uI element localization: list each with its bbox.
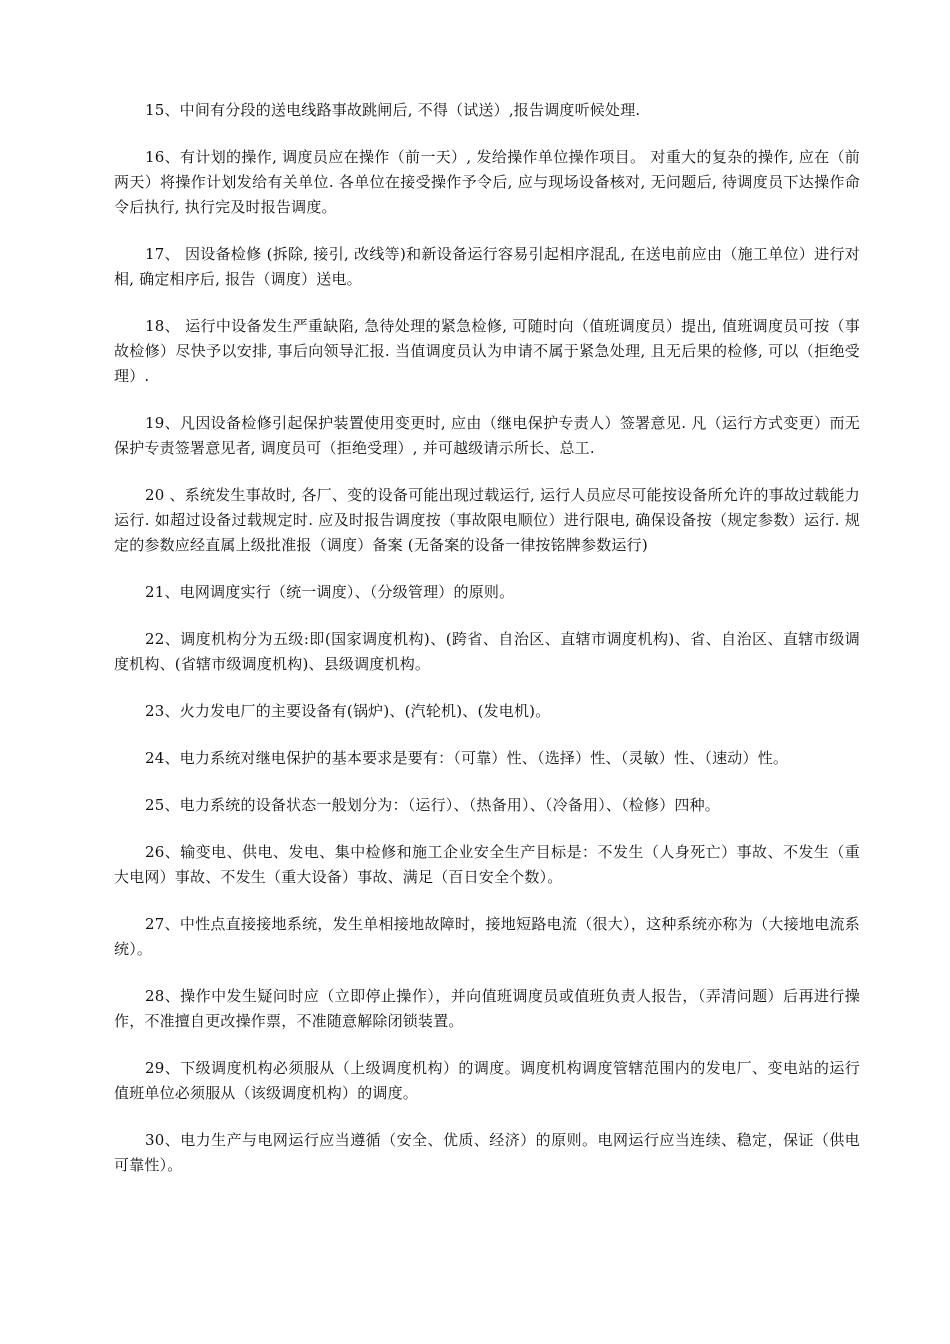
paragraph-item-27: 27、中性点直接接地系统，发生单相接地故障时，接地短路电流（很大），这种系统亦称为（大接地电流系统）。 xyxy=(114,915,860,958)
paragraph-item-28: 28、操作中发生疑问时应（立即停止操作），并向值班调度员或值班负责人报告，（弄清问题）后再进行操作，不准擅自更改操作票，不准随意解除闭锁装置。 xyxy=(114,987,860,1030)
paragraph-item-18: 18、 运行中设备发生严重缺陷, 急待处理的紧急检修, 可随时向（值班调度员）提出, 值班调度员可按（事故检修）尽快予以安排, 事后向领导汇报. 当值调度员认为申请不属于紧急处理, 且无后果的检修, 可以（拒绝受理）. xyxy=(114,317,860,385)
paragraph-item-30: 30、电力生产与电网运行应当遵循（安全、优质、经济）的原则。电网运行应当连续、稳定，保证（供电可靠性）。 xyxy=(114,1131,860,1174)
paragraph-item-20: 20 、系统发生事故时, 各厂、变的设备可能出现过载运行, 运行人员应尽可能按设备所允许的事故过载能力运行. 如超过设备过载规定时. 应及时报告调度按（事故限电顺位）进行限电, 确保设备按（规定参数）运行. 规定的参数应经直属上级批准报（调度）备案 (无备案的设备一律按铭牌参数运行) xyxy=(114,486,860,554)
paragraph-item-24: 24、电力系统对继电保护的基本要求是要有：（可靠）性、（选择）性、（灵敏）性、（速动）性。 xyxy=(145,749,789,767)
paragraph-item-21: 21、电网调度实行（统一调度）、（分级管理）的原则。 xyxy=(145,583,515,601)
paragraph-item-17: 17、 因设备检修 (拆除, 接引, 改线等)和新设备运行容易引起相序混乱, 在送电前应由（施工单位）进行对相, 确定相序后, 报告（调度）送电。 xyxy=(114,245,860,288)
paragraph-item-23: 23、火力发电厂的主要设备有(锅炉)、(汽轮机)、(发电机)。 xyxy=(145,702,551,720)
paragraph-item-26: 26、输变电、供电、发电、集中检修和施工企业安全生产目标是：不发生（人身死亡）事故、不发生（重大电网）事故、不发生（重大设备）事故、满足（百日安全个数）。 xyxy=(114,843,860,886)
paragraph-item-15: 15、中间有分段的送电线路事故跳闸后, 不得（试送）,报告调度听候处理. xyxy=(145,101,641,119)
paragraph-item-19: 19、凡因设备检修引起保护装置使用变更时, 应由（继电保护专责人）签署意见. 凡（运行方式变更）而无保护专责签署意见者, 调度员可（拒绝受理）, 并可越级请示所长、总工. xyxy=(114,414,860,457)
paragraph-item-16: 16、有计划的操作, 调度员应在操作（前一天）, 发给操作单位操作项目。 对重大的复杂的操作, 应在（前两天）将操作计划发给有关单位. 各单位在接受操作予令后, 应与现场设备核对, 无问题后, 待调度员下达操作命令后执行, 执行完及时报告调度。 xyxy=(114,148,860,216)
paragraph-item-22: 22、调度机构分为五级:即(国家调度机构)、(跨省、自治区、直辖市调度机构)、省、自治区、直辖市级调度机构、(省辖市级调度机构)、县级调度机构。 xyxy=(114,630,860,673)
document-body xyxy=(114,98,860,1200)
paragraph-item-29: 29、下级调度机构必须服从（上级调度机构）的调度。调度机构调度管辖范围内的发电厂、变电站的运行值班单位必须服从（该级调度机构）的调度。 xyxy=(114,1059,860,1102)
paragraph-item-25: 25、电力系统的设备状态一般划分为：（运行）、（热备用）、（冷备用）、（检修）四种。 xyxy=(145,796,720,814)
